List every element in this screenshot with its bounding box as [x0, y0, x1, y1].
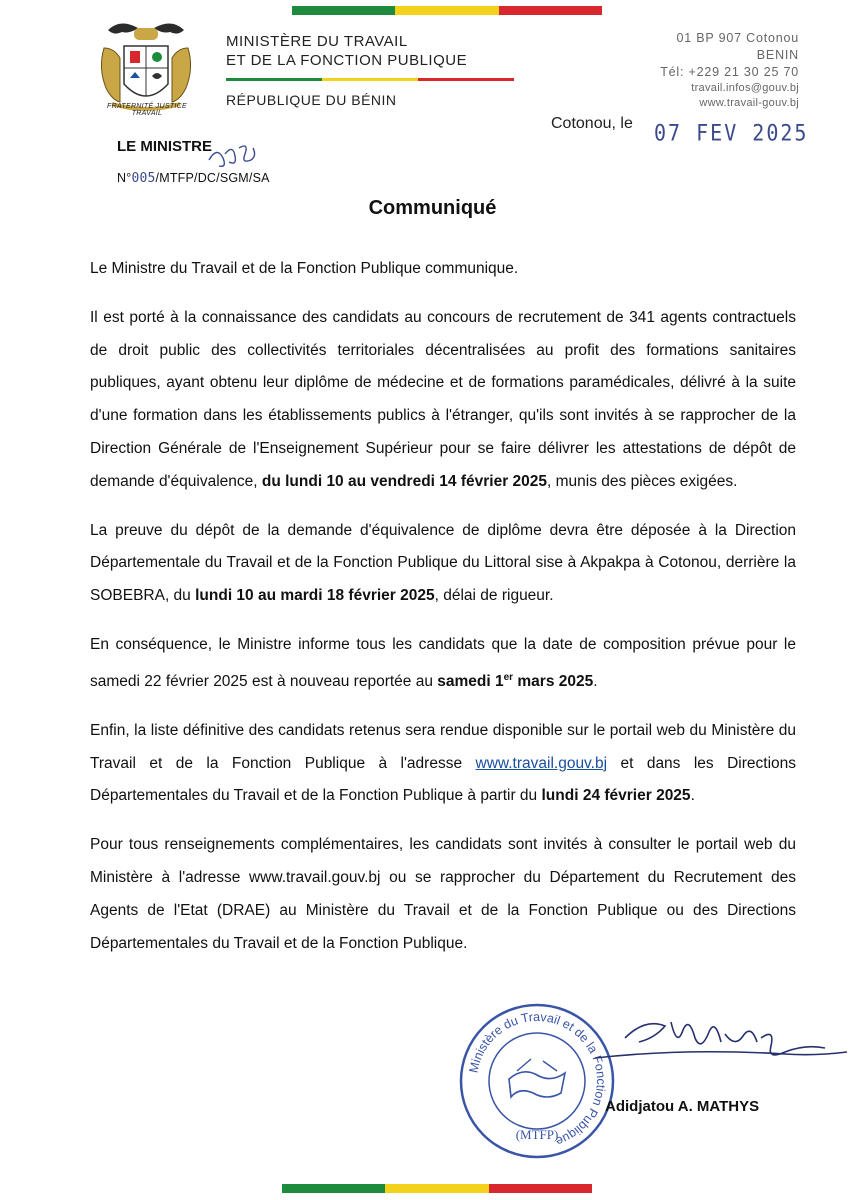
stamp-center-text: (MTFP)	[515, 1127, 559, 1142]
flag-green	[292, 6, 395, 15]
paragraph-2	[90, 302, 796, 499]
paragraph-1	[90, 253, 796, 286]
reference-prefix: N°	[117, 171, 132, 185]
ministry-name	[226, 32, 467, 70]
p3-text: La preuve du dépôt de la demande d'équivalence de diplôme devra être déposée à la Direction Départementale du Travail et de la Fonction Publique du Littoral sise à Akpakpa à Cotonou, derrière la SOBEBRA, du	[90, 521, 796, 605]
date-stamp: 07 FEV 2025	[654, 119, 809, 147]
document-title: Communiqué	[368, 197, 497, 219]
p3-end: , délai de rigueur.	[434, 587, 554, 605]
p2-bold-dates: du lundi 10 au vendredi 14 février 2025	[261, 472, 548, 490]
reference-suffix: /MTFP/DC/SGM/SA	[155, 171, 270, 185]
flag-band-bottom	[282, 1184, 592, 1193]
rule-green	[226, 78, 322, 81]
p2-text: Il est porté à la connaissance des candidats au concours de recrutement de 341 agents contractuels de droit public des collectivités territoriales décentralisées au profit des formations sanitaires publiques, ayant obtenu leur diplôme de médecine et de formations paramédicales, délivré à la suite d'une formation dans les établissements publics à l'étranger, qu'ils sont invités à se rapprocher de la Direction Générale de l'Enseignement Supérieur pour se faire délivrer les attestations de dépôt de demande d'équivalence,	[90, 308, 796, 490]
header-flag-rule	[226, 78, 514, 81]
contact-email: travail.infos@gouv.bj	[691, 82, 799, 94]
p4-end: .	[593, 672, 598, 690]
p4-bold-date	[437, 673, 593, 690]
rule-red	[418, 78, 514, 81]
flag-red	[489, 1184, 592, 1193]
ministry-line-1: MINISTÈRE DU TRAVAIL	[226, 33, 408, 50]
p4-bold-b: mars 2025	[517, 672, 594, 690]
rule-yellow	[322, 78, 418, 81]
contact-website: www.travail-gouv.bj	[699, 97, 799, 109]
contact-phone: Tél: +229 21 30 25 70	[660, 65, 799, 79]
republic-name: RÉPUBLIQUE DU BÉNIN	[226, 92, 397, 108]
portal-link[interactable]: www.travail.gouv.bj	[475, 754, 608, 772]
flag-yellow	[385, 1184, 488, 1193]
contact-po-box: 01 BP 907 Cotonou	[676, 31, 799, 45]
p4-superscript: er	[503, 671, 514, 683]
p1-text: Le Ministre du Travail et de la Fonction Publique communique.	[90, 260, 519, 277]
sender-title: LE MINISTRE	[117, 138, 213, 155]
handwritten-initials-icon	[205, 140, 263, 174]
paragraph-6	[90, 829, 796, 960]
flag-green	[282, 1184, 385, 1193]
p4-bold-a: samedi 1	[437, 672, 504, 690]
p5-end: .	[690, 787, 695, 805]
flag-band-top	[292, 6, 602, 15]
reference-handwritten-number: 005	[131, 171, 156, 186]
ministry-line-2: ET DE LA FONCTION PUBLIQUE	[226, 52, 468, 69]
p4-text: En conséquence, le Ministre informe tous les candidats que la date de composition prévue pour le samedi 22 février 2025 est à nouveau reportée au	[90, 635, 796, 690]
p5-text: Enfin, la liste définitive des candidats retenus sera rendue disponible sur le portail web du Ministère du Travail et de la Fonction Publique à l'adresse	[90, 721, 796, 772]
flag-red	[499, 6, 602, 15]
stamp-ring-text: Ministère du Travail et de la Fonction Publique	[466, 1009, 609, 1149]
p2-end: , munis des pièces exigées.	[547, 472, 738, 490]
p5-bold-date: lundi 24 février 2025	[541, 787, 691, 805]
paragraph-5	[90, 715, 796, 813]
p6-text: Pour tous renseignements complémentaires, les candidats sont invités à consulter le portail web du Ministère à l'adresse www.travail.gouv.bj ou se rapprocher du Département du Recrutement des Agents de l'Etat (DRAE) au Ministère du Travail et de la Fonction Publique ou des Directions Départementales du Travail et de la Fonction Publique.	[90, 836, 796, 952]
paragraph-4	[90, 629, 796, 699]
signatory-name: Adidjatou A. MATHYS	[605, 1098, 760, 1115]
handwritten-signature-icon	[585, 1008, 850, 1080]
p5-mid: et dans les Directions Départementales du Travail et de la Fonction Publique à partir du	[90, 754, 797, 805]
reference-number	[117, 171, 270, 186]
paragraph-3	[90, 515, 796, 613]
dateline-place: Cotonou, le	[551, 115, 633, 132]
document-body	[90, 253, 796, 976]
contact-block	[660, 30, 799, 111]
contact-country: BENIN	[756, 48, 799, 62]
p3-bold-dates: lundi 10 au mardi 18 février 2025	[195, 587, 435, 605]
flag-yellow	[395, 6, 498, 15]
coat-motto: FRATERNITÉ JUSTICE TRAVAIL	[107, 103, 187, 117]
